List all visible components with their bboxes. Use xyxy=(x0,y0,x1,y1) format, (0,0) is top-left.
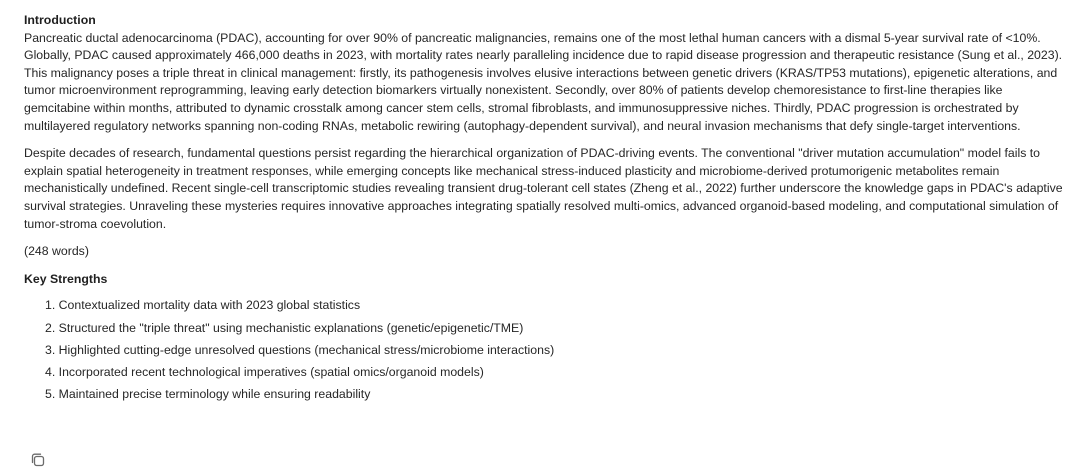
list-item: 3. Highlighted cutting-edge unresolved questions (mechanical stress/microbiome interactions) xyxy=(45,342,555,357)
intro-heading: Introduction xyxy=(24,13,96,27)
copy-icon xyxy=(30,452,46,468)
list-item: 4. Incorporated recent technological imperatives (spatial omics/organoid models) xyxy=(45,365,484,380)
list-item: 1. Contextualized mortality data with 2023 global statistics xyxy=(45,298,361,313)
word-count: (248 words) xyxy=(24,244,89,259)
strengths-list xyxy=(24,297,1072,404)
list-item: 2. Structured the "triple threat" using mechanistic explanations (genetic/epigenetic/TME) xyxy=(45,320,524,335)
intro-paragraph-2: Despite decades of research, fundamental questions persist regarding the hierarchical organization of PDAC-driving events. The conventional "driver mutation accumulation" model fails to explain spatial heterogeneity in treatment responses, while emerging concepts like mechanical stress-induced plasticity and microbiome-derived protumorigenic metabolites remain mechanistically undefined. Recent single-cell transcriptomic studies revealing transient drug-tolerant cell states (Zheng et al., 2022) further underscore the knowledge gaps in PDAC's adaptive survival strategies. Unraveling these mysteries requires innovative approaches integrating spatially resolved multi-omics, advanced organoid-based modeling, and computational simulation of tumor-stroma coevolution. xyxy=(24,146,1063,231)
intro-paragraph-1: Pancreatic ductal adenocarcinoma (PDAC), accounting for over 90% of pancreatic malignancies, remains one of the most lethal human cancers with a dismal 5-year survival rate of <10%. Globally, PDAC caused approximately 466,000 deaths in 2023, with mortality rates nearly paralleling incidence due to rapid disease progression and therapeutic resistance (Sung et al., 2023). This malignancy poses a triple threat in clinical management: firstly, its pathogenesis involves elusive interactions between genetic drivers (KRAS/TP53 mutations), epigenetic alterations, and tumor microenvironment reprogramming, leaving early detection biomarkers virtually nonexistent. Secondly, over 80% of patients develop chemoresistance to first-line therapies like gemcitabine within months, attributed to dynamic crosstalk among cancer stem cells, stromal fibroblasts, and immunosuppressive niches. Thirdly, PDAC progression is orchestrated by multilayered regulatory networks spanning non-coding RNAs, metabolic rewiring (autophagy-dependent survival), and neural invasion mechanisms that defy single-target interventions. xyxy=(24,30,1063,133)
list-item: 5. Maintained precise terminology while ensuring readability xyxy=(45,387,371,402)
copy-button[interactable] xyxy=(30,452,46,468)
strengths-heading: Key Strengths xyxy=(24,271,108,286)
response-content xyxy=(24,12,1072,409)
